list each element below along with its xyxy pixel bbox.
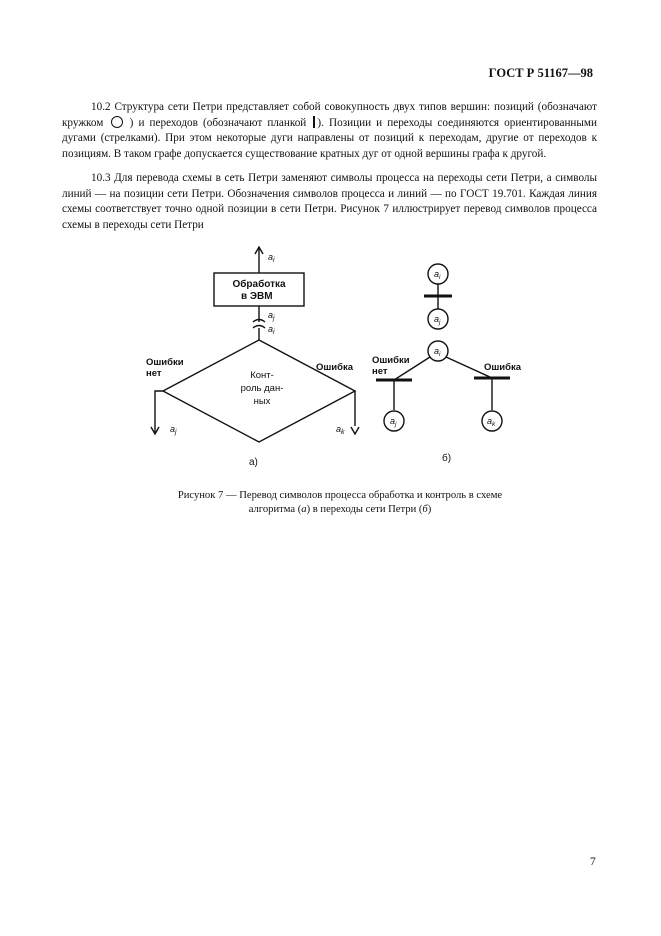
- petri-left-label-1: Ошибки: [372, 355, 410, 366]
- place-top-label: $a_i$: [434, 269, 441, 281]
- branch-left-label-2: нет: [146, 368, 162, 379]
- branch-left-label-1: Ошибки: [146, 357, 184, 368]
- process-label-1: Обработка: [232, 279, 286, 290]
- paragraph-10-3-text: 10.3 Для перевода схемы в сеть Петри заменяют символы процесса на переходы сети Петри, а символы линий — на позиции сети Петри. Обозначения символов процесса и линий — по ГОСТ 19.701. Каждая линия схемы соответствует точно одной позиции в сети Петри. Рисунок 7 иллюстрирует перевод символов процесса схемы в переходы сети Петри: [62, 172, 597, 231]
- place-mid-label: $a_j$: [434, 314, 441, 326]
- subfigure-b-label: б): [442, 453, 452, 464]
- var-right: $a_k$: [336, 424, 345, 436]
- caption-line-2: алгоритма (а) в переходы сети Петри (б): [248, 503, 432, 515]
- line-break-symbol-2: [253, 326, 265, 329]
- place-center-label: $a_i$: [434, 346, 441, 358]
- place-left-label: $a_j$: [390, 416, 397, 428]
- var-left: $a_j$: [170, 424, 177, 436]
- process-label-2: в ЭВМ: [241, 291, 273, 302]
- decision-label-1: Конт-: [250, 370, 274, 381]
- flowchart-a: [151, 247, 359, 442]
- branch-left-line: [155, 391, 163, 433]
- arrow-head-right: [351, 427, 359, 434]
- petri-right-label: Ошибка: [484, 362, 522, 373]
- petri-left-label-2: нет: [372, 366, 388, 377]
- branch-right-label: Ошибка: [316, 362, 354, 373]
- var-top: $a_i$: [268, 252, 275, 264]
- figure-caption: [120, 489, 560, 516]
- place-right-label: $a_k$: [487, 416, 496, 428]
- subfigure-a-label: а): [249, 457, 258, 468]
- decision-label-2: роль дан-: [240, 383, 284, 394]
- petri-net-b: [376, 264, 510, 431]
- page-number: 7: [590, 856, 596, 868]
- var-mid-2: $a_i$: [268, 324, 275, 336]
- paragraph-10-2-text-1: 10.2 Структура сети Петри представляет собой совокупность двух типов вершин: позиций (обозначают кружком: [62, 101, 597, 129]
- decision-label-3: ных: [253, 396, 271, 407]
- paragraph-10-2-text-2: ) и переходов (обозначают планкой: [129, 116, 307, 129]
- document-header: ГОСТ Р 51167—98: [488, 66, 593, 80]
- var-mid-1: $a_j$: [268, 310, 275, 322]
- caption-line-1: Рисунок 7 — Перевод символов процесса обработка и контроль в схеме: [177, 490, 503, 501]
- paragraph-10-2-text-3: ). Позиции и переходы соединяются ориентированными дугами (стрелками). При этом некоторые дуги направлены от позиций к переходам, другие от переходов к позициям. В таком графе допускается существование кратных дуг от одной вершины графа к другой.: [62, 116, 598, 160]
